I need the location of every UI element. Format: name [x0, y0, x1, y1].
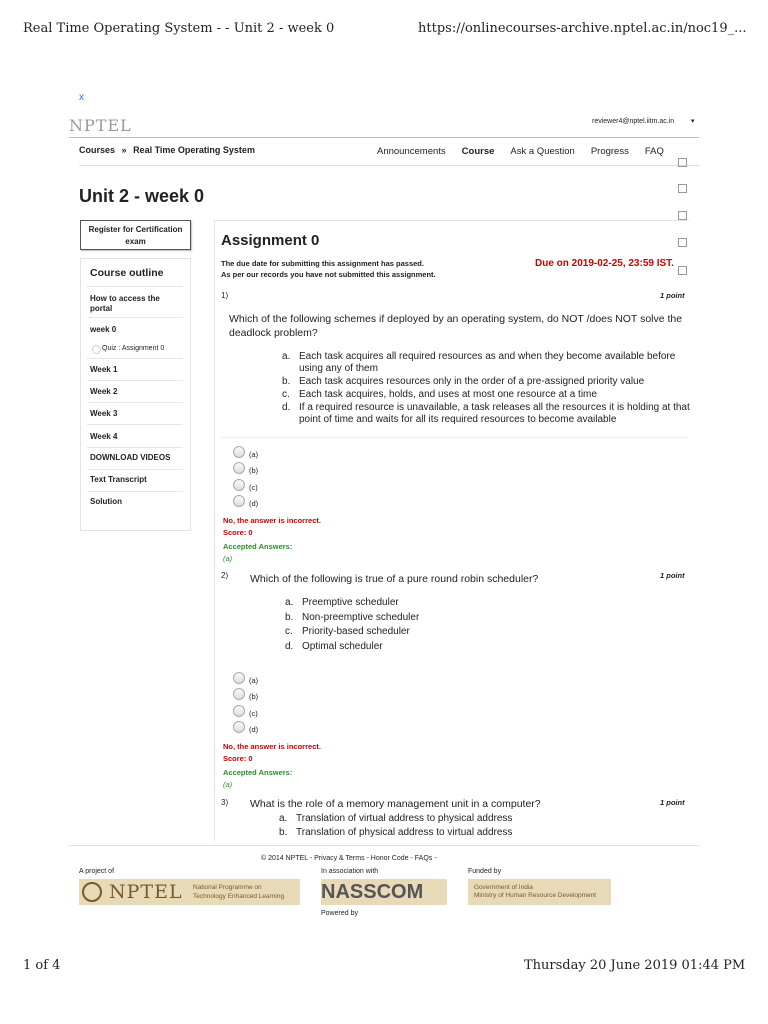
option-text: Each task acquires resources only in the order of a pre-assigned priority value: [299, 376, 645, 387]
option-letter: a.: [285, 597, 294, 608]
nav-announcements[interactable]: Announcements: [377, 146, 446, 157]
nptel-logo[interactable]: NPTEL: [69, 116, 132, 135]
footer-divider: [69, 845, 699, 846]
answer-radio-c[interactable]: [233, 705, 245, 717]
side-icon[interactable]: [678, 184, 687, 193]
option-letter: d.: [285, 641, 294, 652]
sidebar-divider: [87, 358, 183, 359]
answer-radio-d[interactable]: [233, 721, 245, 733]
page-title: Unit 2 - week 0: [79, 186, 205, 206]
option-letter: c.: [285, 626, 293, 637]
answer-label: (d): [249, 725, 259, 734]
option-text: Preemptive scheduler: [302, 597, 399, 608]
print-page-title: Real Time Operating System - - Unit 2 - week 0: [23, 21, 335, 36]
answer-label: (b): [249, 692, 259, 701]
mhrd-line: Government of India: [474, 884, 533, 891]
breadcrumb: [79, 145, 255, 155]
option-text: Translation of physical address to virtual address: [296, 827, 513, 838]
breadcrumb-separator: »: [121, 145, 127, 155]
nptel-emblem-icon: [82, 882, 102, 902]
answer-label: (a): [249, 676, 259, 685]
answer-radio-b[interactable]: [233, 688, 245, 700]
question-text: deadlock problem?: [229, 327, 318, 339]
option-text: Non-preemptive scheduler: [302, 612, 420, 623]
footer-copyright[interactable]: © 2014 NPTEL - Privacy & Terms - Honor Code - FAQs -: [261, 855, 437, 862]
option-letter: b.: [285, 612, 294, 623]
mhrd-line: Ministry of Human Resource Development: [474, 892, 597, 899]
answer-radio-b[interactable]: [233, 462, 245, 474]
sidebar-divider: [87, 317, 183, 318]
accepted-answer: (a): [223, 554, 233, 563]
score: Score: 0: [223, 528, 253, 537]
user-menu-caret-icon[interactable]: ▾: [691, 118, 695, 125]
question-number: 2): [221, 571, 229, 580]
sidebar-divider: [87, 491, 183, 492]
accepted-answers-label: Accepted Answers:: [223, 542, 293, 551]
sidebar-item-week-0[interactable]: week 0: [90, 325, 117, 334]
nasscom-logo[interactable]: [321, 879, 447, 905]
breadcrumb-courses[interactable]: Courses: [79, 145, 116, 155]
question-text: Which of the following schemes if deployed by an operating system, do NOT /does NOT solve the: [229, 313, 683, 325]
close-link[interactable]: x: [79, 92, 84, 103]
top-nav: [377, 146, 680, 157]
feedback-incorrect: No, the answer is incorrect.: [223, 516, 321, 525]
nptel-logo-sub: National Programme on: [193, 884, 262, 891]
due-passed-note: The due date for submitting this assignment has passed.: [221, 259, 424, 268]
question-text: Which of the following is true of a pure round robin scheduler?: [250, 573, 539, 585]
question-number: 3): [221, 798, 229, 807]
answer-label: (c): [249, 483, 258, 492]
nasscom-logo-text: NASSCOM: [321, 881, 424, 903]
sidebar-item-quiz-assignment-0[interactable]: Quiz : Assignment 0: [102, 345, 165, 352]
option-letter: b.: [279, 827, 288, 838]
option-letter: b.: [282, 376, 291, 387]
nptel-logo-text: NPTEL: [109, 881, 183, 903]
question-number: 1): [221, 291, 229, 300]
project-of-label: A project of: [79, 868, 115, 875]
nav-faq[interactable]: FAQ: [644, 146, 664, 157]
answer-radio-d[interactable]: [233, 495, 245, 507]
divider: [221, 437, 687, 438]
sidebar-divider: [87, 447, 183, 448]
quiz-status-icon: [92, 345, 101, 354]
sidebar-item-how-to-access[interactable]: How to access the portal: [90, 294, 160, 313]
option-text: Each task acquires all required resources as and when they become available before: [299, 351, 676, 362]
option-letter: a.: [279, 813, 288, 824]
sidebar-item-week-2[interactable]: Week 2: [90, 387, 118, 396]
question-points: 1 point: [660, 798, 685, 807]
sidebar-divider: [87, 424, 183, 425]
print-page-number: 1 of 4: [23, 958, 61, 973]
accepted-answers-label: Accepted Answers:: [223, 768, 293, 777]
answer-label: (d): [249, 499, 259, 508]
option-text: using any of them: [299, 363, 378, 374]
association-label: In association with: [321, 868, 379, 875]
nav-progress[interactable]: Progress: [590, 146, 629, 157]
nav-ask-question[interactable]: Ask a Question: [510, 146, 575, 157]
funded-label: Funded by: [468, 868, 502, 875]
feedback-incorrect: No, the answer is incorrect.: [223, 742, 321, 751]
answer-label: (a): [249, 450, 259, 459]
header-divider: [69, 137, 699, 138]
option-text: Optimal scheduler: [302, 641, 383, 652]
sidebar-item-week-1[interactable]: Week 1: [90, 365, 118, 374]
nav-divider: [79, 165, 699, 166]
nptel-logo-sub: Technology Enhanced Learning: [193, 893, 285, 900]
breadcrumb-course[interactable]: Real Time Operating System: [133, 145, 255, 155]
side-icon[interactable]: [678, 211, 687, 220]
accepted-answer: (a): [223, 780, 233, 789]
answer-label: (b): [249, 466, 259, 475]
print-datetime: Thursday 20 June 2019 01:44 PM: [524, 958, 746, 973]
answer-radio-a[interactable]: [233, 672, 245, 684]
powered-by-label: Powered by: [321, 910, 358, 917]
assignment-title: Assignment 0: [221, 232, 320, 249]
option-text: Each task acquires, holds, and uses at most one resource at a time: [299, 389, 597, 400]
sidebar-item-solution[interactable]: Solution: [90, 497, 122, 506]
user-email[interactable]: reviewer4@nptel.iitm.ac.in: [592, 118, 675, 125]
sidebar-item-week-3[interactable]: Week 3: [90, 409, 118, 418]
answer-radio-c[interactable]: [233, 479, 245, 491]
option-text: If a required resource is unavailable, a task releases all the resources it is holding at that: [299, 402, 690, 413]
register-certification-button[interactable]: Register for Certification exam: [80, 220, 191, 250]
sidebar-item-week-4[interactable]: Week 4: [90, 432, 118, 441]
sidebar-divider: [87, 402, 183, 403]
nav-course[interactable]: Course: [461, 146, 495, 157]
option-text: point of time and waits for all its required resources to become available: [299, 414, 617, 425]
answer-radio-a[interactable]: [233, 446, 245, 458]
score: Score: 0: [223, 754, 253, 763]
option-letter: a.: [282, 351, 291, 362]
option-text: Priority-based scheduler: [302, 626, 410, 637]
sidebar-item-text-transcript[interactable]: Text Transcript: [90, 475, 147, 484]
sidebar-divider: [87, 286, 183, 287]
side-icon[interactable]: [678, 158, 687, 167]
course-outline-heading: Course outline: [90, 267, 164, 279]
question-points: 1 point: [660, 571, 685, 580]
option-text: Translation of virtual address to physical address: [296, 813, 513, 824]
answer-label: (c): [249, 709, 258, 718]
sidebar-divider: [87, 469, 183, 470]
print-page-url: https://onlinecourses-archive.nptel.ac.in/noc19_...: [418, 21, 747, 36]
option-letter: d.: [282, 402, 291, 413]
mhrd-logo[interactable]: [468, 879, 611, 905]
due-date: Due on 2019-02-25, 23:59 IST.: [535, 258, 674, 269]
sidebar-item-download-videos[interactable]: DOWNLOAD VIDEOS: [90, 453, 171, 462]
not-submitted-note: As per our records you have not submitted this assignment.: [221, 270, 436, 279]
option-letter: c.: [282, 389, 290, 400]
question-points: 1 point: [660, 291, 685, 300]
nptel-footer-logo[interactable]: [79, 879, 300, 905]
course-outline-sidebar: [80, 258, 191, 531]
sidebar-divider: [87, 380, 183, 381]
question-text: What is the role of a memory management unit in a computer?: [250, 798, 541, 810]
